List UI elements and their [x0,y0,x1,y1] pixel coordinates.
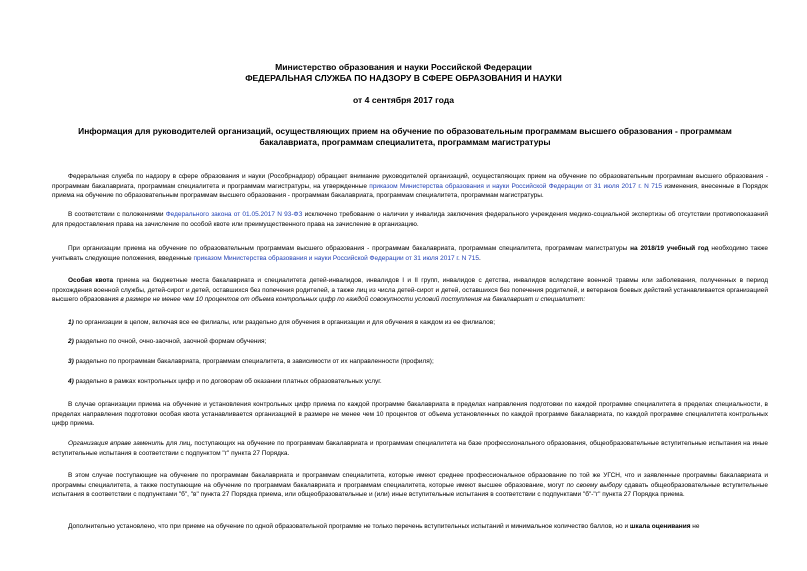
paragraph-italic: Организация вправе заменить [68,440,164,447]
paragraph-text: При организации приема на обучение по образовательным программам высшего образования - программам бакалавриата, программам специалитета, программам магистратуры [68,245,631,252]
paragraph-program-quota: В случае организации приема на обучение и установления контрольных цифр приема по каждой программе бакалавриата в пределах направления подготовки по каждой программе специалитета в пределах специальности, в пределах направления подготовки особая квота устанавливается организацией в размере не менее чем 10 процентов от объема установленных по каждой программе бакалавриата, по каждой программе специалитета контрольных цифр приема. [52,401,768,427]
list-item [68,357,768,367]
paragraph-text: не [690,523,700,530]
paragraph-intro [52,172,768,201]
paragraph-text: Федеральная служба по надзору в сфере образования и науки (Рособрнадзор) обращает внимание руководителей организаций, осуществляющих прием на обучение по образовательным программам высшего образования - программам бакалавриата, программам специалитета и программам магистратуры, на утвержденные [52,173,768,190]
paragraph-text: приема на бюджетные места бакалавриата и специалитета детей-инвалидов, инвалидов I и II групп, инвалидов с детства, инвалидов вследствие военной травмы или заболевания, полученных в период прохождения военной службы, детей-сирот и детей, оставшихся без попечения родителей, а также лиц из числа детей-сирот и детей, оставшихся без попечения родителей, и ветеранов боевых действий устанавливается организацией высшего образования [52,277,768,303]
list-item [68,337,768,347]
service-name: ФЕДЕРАЛЬНАЯ СЛУЖБА ПО НАДЗОРУ В СФЕРЕ ОБРАЗОВАНИЯ И НАУКИ [245,73,562,83]
paragraph-italic: по своему выбору [566,481,623,489]
ministry-name: Министерство образования и науки Российской Федерации [275,62,532,72]
order-715-link[interactable]: приказом Министерства образования и науки Российской Федерации от 31 июля 2017 г. N 715 [369,182,663,190]
paragraph-text: . [478,254,481,262]
paragraph-exam-choice [52,471,768,500]
paragraph-replace-exams [52,439,768,458]
list-item [68,377,768,387]
list-item-text: раздельно по очной, очно-заочной, заочной формам обучения; [73,338,267,345]
paragraph-federal-law [52,210,768,229]
list-item-number: 1) [68,319,74,326]
order-715-link-2[interactable]: приказом Министерства образования и науки Российской Федерации от 31 июля 2017 г. N 715 [193,254,479,262]
list-item-text: раздельно в рамках контрольных цифр и по договорам об оказании платных образовательных услуг. [73,378,382,385]
paragraph-grading-scale [52,522,768,532]
paragraph-text: необходимо также учитывать следующие положения, введенные [52,245,769,262]
list-item-text: по организации в целом, включая все ее филиалы, или раздельно для обучения в организации и для обучения в каждом из ее филиалов; [73,319,495,326]
paragraph-text: В соответствии с положениями [68,211,166,218]
academic-year-bold: на 2018/19 учебный год [630,245,709,252]
paragraph-text: исключено требование о наличии у инвалида заключения федерального учреждения медико-социальной экспертизы об отсутствии противопоказаний для предоставления права на зачисление по особой квоте или преимущественного права на зачисление в организацию. [52,211,768,228]
special-quota-bold: Особая квота [68,277,114,284]
paragraph-text: для лиц, поступающих на обучение по программам бакалавриата и программам специалитета на базе профессионального образования, общеобразовательные вступительные испытания на иные вступительные испытания в соответствии с подпунктом "г" пункта 27 Порядка. [52,440,768,457]
paragraph-text: В этом случае поступающие на обучение по программам бакалавриата и программам специалитета, которые имеют среднее профессиональное образование по той же УГСН, что и заявленные программы бакалавриата и программы специалитета, а также поступающие на обучение по программам бакалавриата и программам специалитета, которые имеют высшее образование, могут [52,472,768,489]
federal-law-93-link[interactable]: Федерального закона от 01.05.2017 N 93-ФЗ [165,211,303,218]
list-item-number: 4) [68,378,74,385]
list-item [68,318,768,328]
grading-scale-bold: шкала оценивания [629,523,691,530]
document-title: Информация для руководителей организаций, осуществляющих прием на обучение по образовательным программам высшего образования - программам бакалавриата, программам специалитета, программам магистратуры [78,126,732,147]
paragraph-text: сдавать общеобразовательные вступительные испытания в соответствии с подпунктами "б", "в" пункта 27 Порядка приема, или общеобразовательные и (или) иные вступительные испытания в соответствии с подпунктами "б"-"г" пункта 27 Порядка приема. [52,481,769,498]
paragraph-text: Дополнительно установлено, что при приеме на обучение по одной образовательной программе не только перечень вступительных испытаний и минимальное количество баллов, но и [68,523,630,530]
paragraph-text: изменения, внесенные в Порядок приема на обучение по образовательным программам высшего образования - программам бакалавриата, программам специалитета, программам магистратуры. [52,182,768,199]
list-item-text: раздельно по программам бакалавриата, программам специалитета, в зависимости от их направленности (профиля); [73,358,434,365]
paragraph-special-quota [52,276,768,305]
list-item-number: 3) [68,358,74,365]
paragraph-italic: в размере не менее чем 10 процентов от объема контрольных цифр по каждой совокупности условий поступления на бакалавриат и специалитет: [120,296,586,303]
document-date: от 4 сентября 2017 года [353,95,454,105]
list-item-number: 2) [68,338,74,345]
paragraph-academic-year [52,244,768,263]
